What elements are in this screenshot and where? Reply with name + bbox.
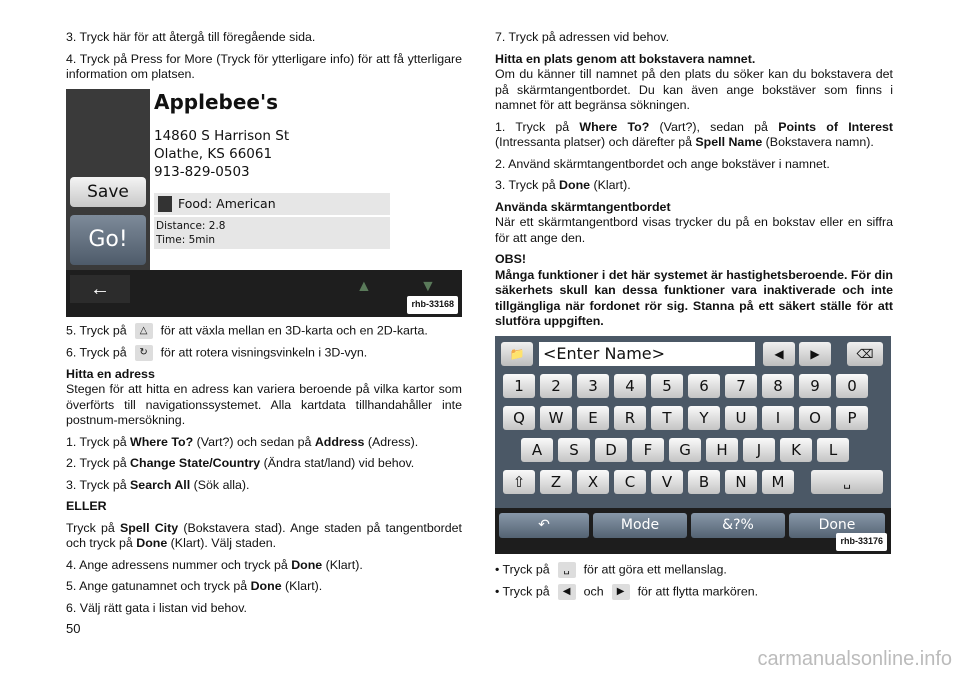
shift-icon[interactable]: ⇧ bbox=[503, 470, 535, 494]
t: Done bbox=[136, 536, 168, 550]
keyboard-row-zxcv bbox=[503, 470, 794, 494]
step-7: 7. Tryck på adressen vid behov. bbox=[495, 30, 670, 44]
t: för att göra ett mellanslag. bbox=[583, 561, 727, 576]
figure-tag: rhb-33168 bbox=[407, 296, 458, 314]
done-button[interactable]: Done bbox=[789, 513, 885, 538]
rotate-view-icon: ↻ bbox=[135, 345, 153, 361]
key-m[interactable]: M bbox=[762, 470, 794, 494]
key-a[interactable]: A bbox=[521, 438, 553, 462]
safety-warning: Många funktioner i det här systemet är hastighetsberoende. För din säkerhets skull kan dessa funktioner vara inaktiverade och inte tillgängliga när fordonet rör sig. Stanna på ett säkert ställe för att slutföra uppgiften. bbox=[495, 267, 893, 328]
time-label: Time: 5min bbox=[156, 233, 216, 246]
right-column bbox=[495, 30, 893, 606]
place-name: Applebee's bbox=[154, 89, 279, 114]
key-p[interactable]: P bbox=[836, 406, 868, 430]
key-3[interactable]: 3 bbox=[577, 374, 609, 398]
space-key-icon[interactable]: ␣ bbox=[811, 470, 883, 494]
back-arrow-icon[interactable]: ← bbox=[70, 275, 130, 303]
space-icon: ␣ bbox=[558, 562, 576, 578]
keyboard-screenshot bbox=[495, 336, 891, 554]
t: Where To? bbox=[579, 119, 650, 134]
keyboard-intro: När ett skärmtangentbord visas trycker du på en bokstav eller en siffra för att ange den. bbox=[495, 215, 893, 245]
addr-step-1 bbox=[66, 435, 462, 451]
t: för att flytta markören. bbox=[637, 583, 759, 598]
t: 3. Tryck på bbox=[495, 178, 560, 192]
key-8[interactable]: 8 bbox=[762, 374, 794, 398]
keyboard-row-numbers bbox=[503, 374, 868, 398]
key-c[interactable]: C bbox=[614, 470, 646, 494]
t: (Bokstavera namn). bbox=[762, 135, 874, 149]
category-label: Food: American bbox=[178, 195, 276, 211]
step-6-post: för att rotera visningsvinkeln i 3D-vyn. bbox=[160, 344, 368, 359]
key-x[interactable]: X bbox=[577, 470, 609, 494]
t: (Bokstavera stad). Ange staden på tangentbordet och tryck på bbox=[66, 520, 462, 550]
step-5 bbox=[66, 323, 462, 339]
page-number: 50 bbox=[66, 621, 81, 636]
t: 4. Ange adressens nummer och tryck på bbox=[66, 557, 292, 572]
key-g[interactable]: G bbox=[669, 438, 701, 462]
spell-city-step bbox=[66, 521, 462, 552]
heading-spell-name: Hitta en plats genom att bokstavera namnet. bbox=[495, 51, 756, 66]
t: (Vart?), sedan på bbox=[649, 119, 779, 134]
key-z[interactable]: Z bbox=[540, 470, 572, 494]
or-label: ELLER bbox=[66, 499, 107, 513]
key-u[interactable]: U bbox=[725, 406, 757, 430]
t: (Adress). bbox=[364, 434, 419, 449]
key-d[interactable]: D bbox=[595, 438, 627, 462]
key-o[interactable]: O bbox=[799, 406, 831, 430]
key-9[interactable]: 9 bbox=[799, 374, 831, 398]
key-0[interactable]: 0 bbox=[836, 374, 868, 398]
category-row bbox=[154, 193, 390, 215]
spell-step-3 bbox=[495, 178, 893, 194]
t: (Vart?) och sedan på bbox=[193, 434, 315, 449]
key-j[interactable]: J bbox=[743, 438, 775, 462]
t: Tryck på bbox=[66, 520, 120, 535]
t: (Sök alla). bbox=[190, 477, 250, 492]
key-r[interactable]: R bbox=[614, 406, 646, 430]
keyboard-row-qwerty bbox=[503, 406, 868, 430]
backspace-icon[interactable]: ⌫ bbox=[847, 342, 883, 366]
t: 5. Ange gatunamnet och tryck på bbox=[66, 579, 251, 593]
key-w[interactable]: W bbox=[540, 406, 572, 430]
t: Where To? bbox=[130, 434, 194, 449]
t: 1. Tryck på bbox=[495, 119, 580, 134]
t: • Tryck på bbox=[495, 583, 550, 598]
distance-box bbox=[154, 217, 390, 249]
key-t[interactable]: T bbox=[651, 406, 683, 430]
t: • Tryck på bbox=[495, 561, 550, 576]
t: (Ändra stat/land) vid behov. bbox=[260, 456, 415, 470]
t: Search All bbox=[130, 477, 191, 492]
save-button[interactable]: Save bbox=[70, 177, 146, 207]
addr-step-6: 6. Välj rätt gata i listan vid behov. bbox=[66, 600, 247, 615]
t: Spell Name bbox=[695, 135, 763, 149]
map-3d-icon: △ bbox=[135, 323, 153, 339]
obs-label: OBS! bbox=[495, 252, 526, 266]
addr-step-5 bbox=[66, 579, 462, 595]
scroll-down-icon[interactable]: ▼ bbox=[420, 277, 436, 295]
place-address bbox=[154, 127, 289, 181]
mode-button[interactable]: Mode bbox=[593, 513, 687, 538]
bullet-cursor bbox=[495, 584, 893, 600]
key-k[interactable]: K bbox=[780, 438, 812, 462]
t: och bbox=[583, 583, 604, 598]
step-5-post: för att växla mellan en 3D-karta och en 2D-karta. bbox=[160, 322, 428, 337]
cursor-left-icon[interactable]: ◀ bbox=[763, 342, 795, 366]
addr-step-3 bbox=[66, 478, 462, 494]
t: (Klart). bbox=[590, 178, 631, 192]
heading-find-address: Hitta en adress bbox=[66, 366, 155, 381]
t: Points of Interest bbox=[778, 119, 893, 134]
heading-keyboard: Använda skärmtangentbordet bbox=[495, 199, 671, 214]
symbols-button[interactable]: &?% bbox=[691, 513, 785, 538]
step-6 bbox=[66, 345, 462, 361]
folder-icon[interactable]: 📁 bbox=[501, 342, 533, 366]
t: Done bbox=[291, 557, 323, 572]
key-5[interactable]: 5 bbox=[651, 374, 683, 398]
key-f[interactable]: F bbox=[632, 438, 664, 462]
key-l[interactable]: L bbox=[817, 438, 849, 462]
address-line-2: Olathe, KS 66061 bbox=[154, 145, 273, 162]
step-5-pre: 5. Tryck på bbox=[66, 322, 127, 337]
t: 3. Tryck på bbox=[66, 477, 131, 492]
key-q[interactable]: Q bbox=[503, 406, 535, 430]
t: (Klart). Välj staden. bbox=[167, 536, 277, 550]
key-n[interactable]: N bbox=[725, 470, 757, 494]
scroll-up-icon[interactable]: ▲ bbox=[356, 277, 372, 295]
t: (Klart). bbox=[281, 579, 323, 593]
spell-step-2: 2. Använd skärmtangentbordet och ange bokstäver i namnet. bbox=[495, 156, 830, 171]
key-h[interactable]: H bbox=[706, 438, 738, 462]
step-4: 4. Tryck på Press for More (Tryck för ytterligare info) för att få ytterligare information om platsen. bbox=[66, 51, 462, 81]
left-column bbox=[66, 30, 462, 622]
address-line-1: 14860 S Harrison St bbox=[154, 127, 290, 144]
key-1[interactable]: 1 bbox=[503, 374, 535, 398]
key-v[interactable]: V bbox=[651, 470, 683, 494]
distance-label: Distance: 2.8 bbox=[156, 219, 226, 232]
t: Done bbox=[559, 178, 591, 192]
t: Change State/Country bbox=[130, 456, 261, 470]
figure-tag: rhb-33176 bbox=[836, 533, 887, 551]
step-6-pre: 6. Tryck på bbox=[66, 344, 127, 359]
t: Address bbox=[314, 434, 365, 449]
keyboard-row-asdf bbox=[521, 438, 849, 462]
t: Done bbox=[250, 579, 282, 593]
key-6[interactable]: 6 bbox=[688, 374, 720, 398]
key-i[interactable]: I bbox=[762, 406, 794, 430]
t: 2. Tryck på bbox=[66, 456, 131, 470]
fork-knife-icon bbox=[158, 196, 172, 212]
find-address-intro: Stegen för att hitta en adress kan variera beroende på vilka kartor som överförts till navigationssystemet. Alla kartdata tillhandahåller inte postnum-mersökning. bbox=[66, 382, 462, 427]
key-s[interactable]: S bbox=[558, 438, 590, 462]
spell-step-1 bbox=[495, 120, 893, 151]
name-entry-field[interactable]: <Enter Name> bbox=[539, 342, 755, 366]
t: Spell City bbox=[119, 520, 179, 535]
bullet-space bbox=[495, 562, 893, 578]
t: (Intressanta platser) och därefter på bbox=[495, 135, 696, 149]
addr-step-4 bbox=[66, 558, 462, 574]
key-4[interactable]: 4 bbox=[614, 374, 646, 398]
key-e[interactable]: E bbox=[577, 406, 609, 430]
addr-step-2 bbox=[66, 456, 462, 472]
place-info-screenshot bbox=[66, 89, 462, 317]
phone-number: 913-829-0503 bbox=[154, 163, 250, 180]
key-b[interactable]: B bbox=[688, 470, 720, 494]
watermark: carmanualsonline.info bbox=[757, 648, 952, 670]
go-button[interactable]: Go! bbox=[70, 215, 146, 265]
key-2[interactable]: 2 bbox=[540, 374, 572, 398]
right-arrow-icon: ▶ bbox=[612, 584, 630, 600]
key-y[interactable]: Y bbox=[688, 406, 720, 430]
t: 1. Tryck på bbox=[66, 434, 131, 449]
spell-intro: Om du känner till namnet på den plats du söker kan du bokstavera det på skärmtangentbordet. Du kan även ange bokstäver som finns i namnet för att begränsa sökningen. bbox=[495, 67, 893, 112]
back-icon[interactable]: ↶ bbox=[499, 513, 589, 538]
left-arrow-icon: ◀ bbox=[558, 584, 576, 600]
cursor-right-icon[interactable]: ▶ bbox=[799, 342, 831, 366]
step-3: 3. Tryck här för att återgå till föregående sida. bbox=[66, 30, 316, 44]
t: (Klart). bbox=[322, 557, 363, 572]
key-7[interactable]: 7 bbox=[725, 374, 757, 398]
